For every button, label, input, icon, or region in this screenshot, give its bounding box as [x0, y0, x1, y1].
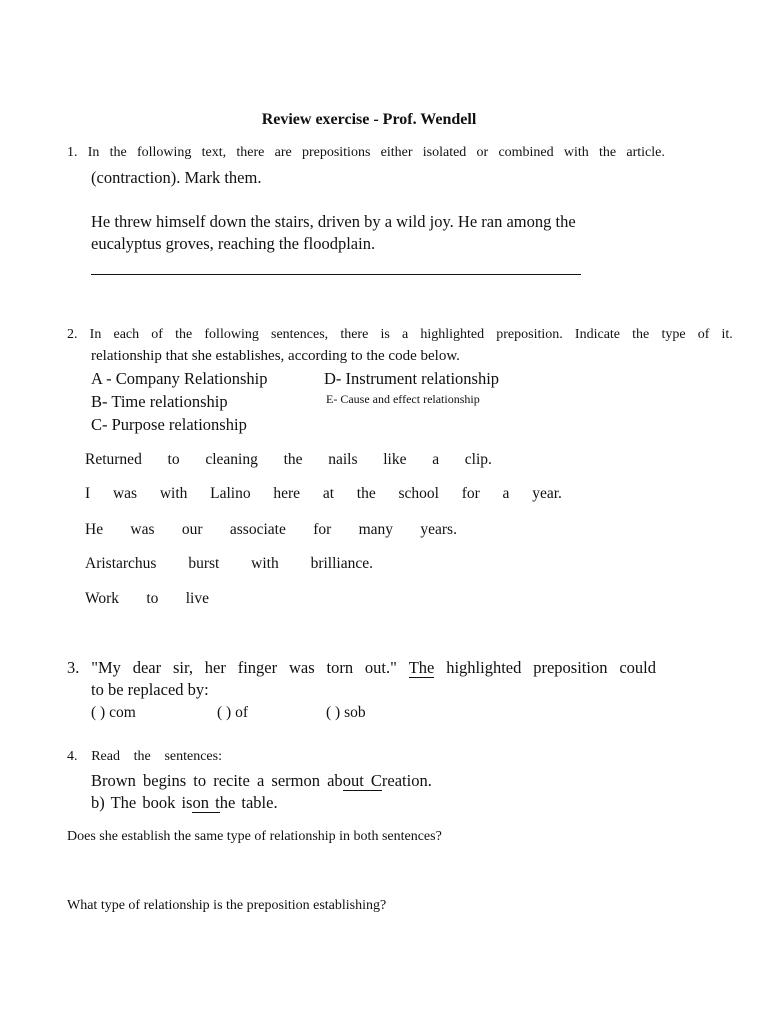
- sentence-word: a: [502, 485, 510, 502]
- question-2-prompt-line1: [67, 328, 733, 342]
- prompt-word: or: [476, 145, 489, 160]
- question-4-followup-2: What type of relationship is the preposition establishing?: [67, 898, 387, 913]
- question-1-prompt: [67, 146, 665, 160]
- sentence-word: clip.: [464, 451, 492, 468]
- prompt-word: either: [380, 145, 413, 160]
- option-com[interactable]: ( ) com: [91, 704, 136, 721]
- sentence-4: [85, 556, 373, 572]
- prompt-word: the: [599, 145, 617, 160]
- prompt-word: dear: [132, 658, 162, 677]
- prompt-word: is: [380, 327, 390, 342]
- question-2-prompt-line2: relationship that she establishes, according to the code below.: [91, 348, 460, 364]
- code-b: B- Time relationship: [91, 392, 228, 411]
- sentence-word: I: [85, 485, 91, 502]
- sentence-word: here: [273, 485, 301, 502]
- prompt-word: isolated: [422, 145, 467, 160]
- prompt-word: article.: [626, 145, 665, 160]
- relationship-code-list: [91, 371, 531, 437]
- code-d: D- Instrument relationship: [324, 369, 500, 388]
- question-4-sentence-a: [91, 773, 432, 791]
- sentence-word: for: [313, 521, 332, 538]
- sentence-word: burst: [188, 555, 220, 572]
- prompt-word: 4.: [67, 749, 78, 764]
- sentence-a-highlight: out C: [342, 771, 382, 790]
- answer-line[interactable]: [91, 274, 581, 275]
- prompt-word: preposition.: [496, 327, 563, 342]
- prompt-word: sentences,: [271, 327, 329, 342]
- sentence-word: years.: [420, 521, 457, 538]
- sentence-word: live: [185, 590, 209, 607]
- sentence-word: the: [283, 451, 303, 468]
- prompt-word: 2.: [67, 327, 78, 342]
- sentence-2: [85, 486, 562, 502]
- prompt-word: it.: [721, 327, 733, 342]
- question-1-text-line2: eucalyptus groves, reaching the floodplain.: [91, 234, 376, 253]
- question-3-prompt-line1: [67, 660, 656, 678]
- question-1-text-line1: He threw himself down the stairs, driven by a wild joy. He ran among the: [91, 212, 576, 231]
- sentence-word: like: [383, 451, 407, 468]
- sentence-word: nails: [328, 451, 358, 468]
- question-4-prompt: [67, 750, 222, 764]
- prompt-word: preposition: [533, 658, 608, 677]
- prompt-word: In: [87, 145, 100, 160]
- sentence-word: was: [130, 521, 155, 538]
- prompt-word: there: [340, 327, 369, 342]
- sentence-word: school: [398, 485, 439, 502]
- sentence-word: many: [358, 521, 394, 538]
- prompt-word: the: [632, 327, 650, 342]
- sentence-word: for: [461, 485, 480, 502]
- question-2-prompt: [67, 328, 733, 342]
- prompt-word: the: [133, 749, 151, 764]
- sentence-word: to: [167, 451, 180, 468]
- prompt-word: 1.: [67, 145, 78, 160]
- code-e: E- Cause and effect relationship: [326, 392, 480, 406]
- sentence-b-after: he table.: [219, 793, 278, 812]
- sentence-a-after: reation.: [381, 771, 432, 790]
- prompt-word: her: [204, 658, 226, 677]
- sentence-b-highlight: on t: [192, 793, 220, 812]
- sentence-word: with: [251, 555, 279, 572]
- prompt-word: combined: [498, 145, 554, 160]
- sentence-word: at: [322, 485, 334, 502]
- prompt-word: text,: [201, 145, 227, 160]
- question-3-prompt: [67, 660, 656, 678]
- prompt-word: 3.: [67, 658, 80, 677]
- sentence-word: Returned: [85, 451, 142, 468]
- prompt-word: a: [401, 327, 409, 342]
- prompt-word: there: [236, 145, 265, 160]
- question-4-followup-1: Does she establish the same type of relationship in both sentences?: [67, 829, 442, 844]
- prompt-word: Read: [91, 749, 120, 764]
- prompt-word: torn: [326, 658, 354, 677]
- sentence-word: with: [159, 485, 188, 502]
- code-c: C- Purpose relationship: [91, 415, 247, 434]
- prompt-word: "My: [91, 658, 121, 677]
- prompt-word: highlighted: [420, 327, 485, 342]
- prompt-word: following: [136, 145, 192, 160]
- sentence-word: the: [356, 485, 376, 502]
- option-sob[interactable]: ( ) sob: [326, 704, 366, 721]
- sentence-word: year.: [532, 485, 562, 502]
- prompt-word: following: [204, 327, 259, 342]
- prompt-word: prepositions: [301, 145, 371, 160]
- sentence-word: cleaning: [205, 451, 258, 468]
- sentence-word: He: [85, 521, 104, 538]
- prompt-word: of: [151, 327, 163, 342]
- sentence-word: associate: [229, 521, 286, 538]
- prompt-word: of: [697, 327, 710, 342]
- sentence-word: was: [112, 485, 138, 502]
- prompt-word: highlighted: [446, 658, 522, 677]
- question-3-prompt-line2: to be replaced by:: [91, 680, 209, 699]
- sentence-word: Lalino: [210, 485, 251, 502]
- sentence-word: brilliance.: [310, 555, 373, 572]
- sentence-3: [85, 522, 457, 538]
- page-title: Review exercise - Prof. Wendell: [261, 111, 477, 128]
- sentence-1: [85, 452, 492, 468]
- prompt-word: In: [89, 327, 102, 342]
- question-1-prompt-line2: (contraction). Mark them.: [91, 168, 262, 187]
- prompt-word: sir,: [172, 658, 193, 677]
- question-1-prompt-line1: [67, 146, 665, 160]
- sentence-5: [85, 591, 209, 607]
- prompt-word: finger: [237, 658, 278, 677]
- prompt-word: The: [408, 658, 435, 677]
- sentence-word: a: [432, 451, 440, 468]
- prompt-word: with: [563, 145, 589, 160]
- question-4-prompt-line: [67, 750, 222, 764]
- prompt-word: sentences:: [164, 749, 222, 764]
- prompt-word: the: [109, 145, 127, 160]
- prompt-word: the: [175, 327, 193, 342]
- prompt-word: each: [113, 327, 140, 342]
- sentence-a-before: Brown begins to recite a sermon ab: [91, 771, 343, 790]
- code-a: A - Company Relationship: [91, 369, 268, 388]
- sentence-word: Work: [85, 590, 120, 607]
- prompt-word: Indicate: [574, 327, 621, 342]
- prompt-word: was: [288, 658, 315, 677]
- sentence-word: our: [181, 521, 203, 538]
- prompt-word: out.": [364, 658, 397, 677]
- question-4-sentence-b: [91, 795, 278, 813]
- option-of[interactable]: ( ) of: [217, 704, 248, 721]
- sentence-word: Aristarchus: [85, 555, 157, 572]
- prompt-word: type: [661, 327, 686, 342]
- prompt-word: are: [274, 145, 292, 160]
- prompt-word: could: [619, 658, 656, 677]
- sentence-word: to: [146, 590, 159, 607]
- sentence-b-before: b) The book is: [91, 793, 193, 812]
